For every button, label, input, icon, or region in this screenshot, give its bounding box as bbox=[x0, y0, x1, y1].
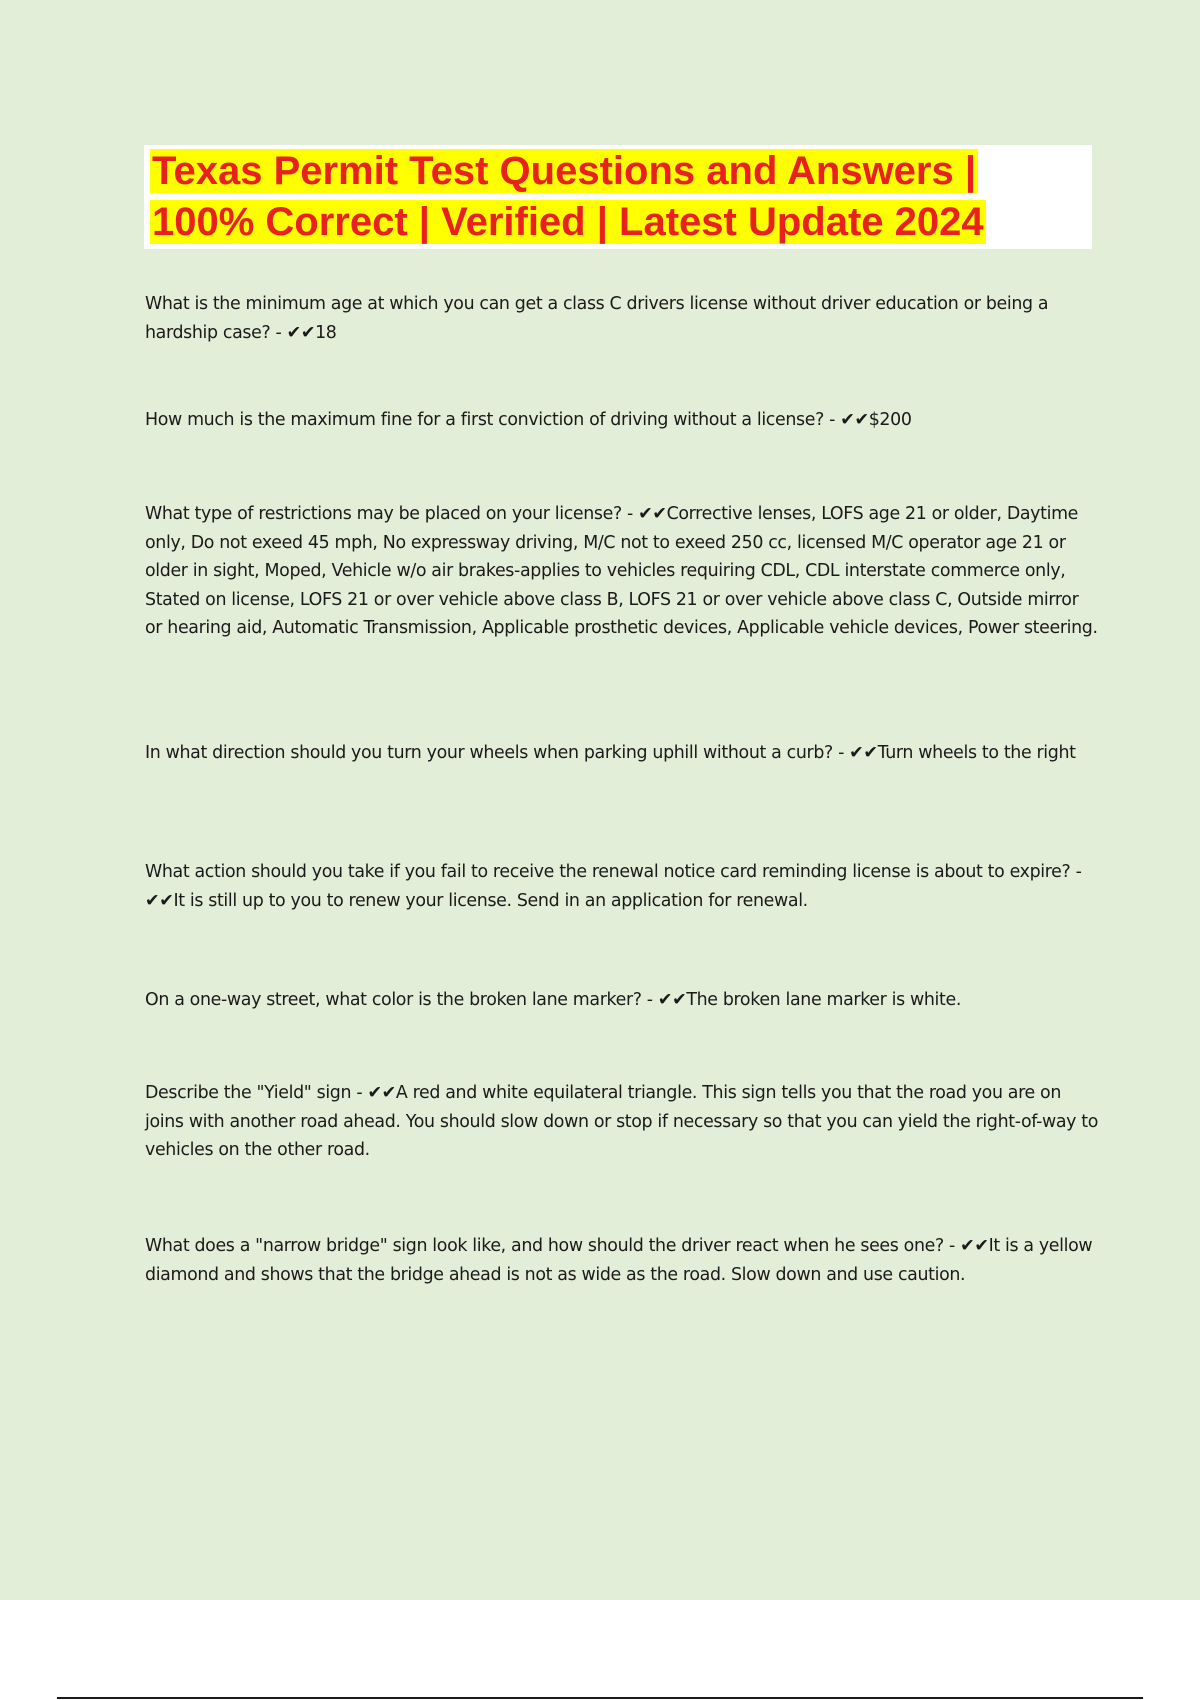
question-answer-3: What type of restrictions may be placed on your license? - ✔✔Corrective lenses, LOFS age 21 or older, Daytime only, Do not exeed 45 mph, No expressway driving, M/C not to exeed 250 cc, licensed M/C operator age 21 or older in sight, Moped, Vehicle w/o air brakes-applies to vehicles requiring CDL, CDL interstate commerce only, Stated on license, LOFS 21 or over vehicle above class B, LOFS 21 or over vehicle above class C, Outside mirror or hearing aid, Automatic Transmission, Applicable prosthetic devices, Applicable vehicle devices, Power steering. bbox=[145, 504, 1098, 638]
question-answer-8: What does a "narrow bridge" sign look like, and how should the driver react when he sees one? - ✔✔It is a yellow diamond and shows that the bridge ahead is not as wide as the road. Slow down and use caution. bbox=[145, 1236, 1093, 1285]
question-answer-6: On a one-way street, what color is the broken lane marker? - ✔✔The broken lane marker is white. bbox=[145, 990, 962, 1010]
question-answer-4: In what direction should you turn your wheels when parking uphill without a curb? - ✔✔Turn wheels to the right bbox=[145, 743, 1076, 763]
document-title bbox=[150, 146, 986, 248]
footer-divider bbox=[57, 1697, 1143, 1699]
question-answer-1: What is the minimum age at which you can get a class C drivers license without driver education or being a hardship case? - ✔✔18 bbox=[145, 294, 1049, 343]
title-line-2: 100% Correct | Verified | Latest Update 2024 bbox=[152, 200, 984, 244]
question-answer-7: Describe the "Yield" sign - ✔✔A red and white equilateral triangle. This sign tells you that the road you are on joins with another road ahead. You should slow down or stop if necessary so that you can yield the right-of-way to vehicles on the other road. bbox=[145, 1083, 1099, 1160]
question-answer-5: What action should you take if you fail to receive the renewal notice card reminding license is about to expire? - ✔✔It is still up to you to renew your license. Send in an application for renewal. bbox=[145, 862, 1082, 911]
title-line-1: Texas Permit Test Questions and Answers | bbox=[152, 149, 977, 193]
question-answer-2: How much is the maximum fine for a first conviction of driving without a license? - ✔✔$200 bbox=[145, 410, 912, 430]
